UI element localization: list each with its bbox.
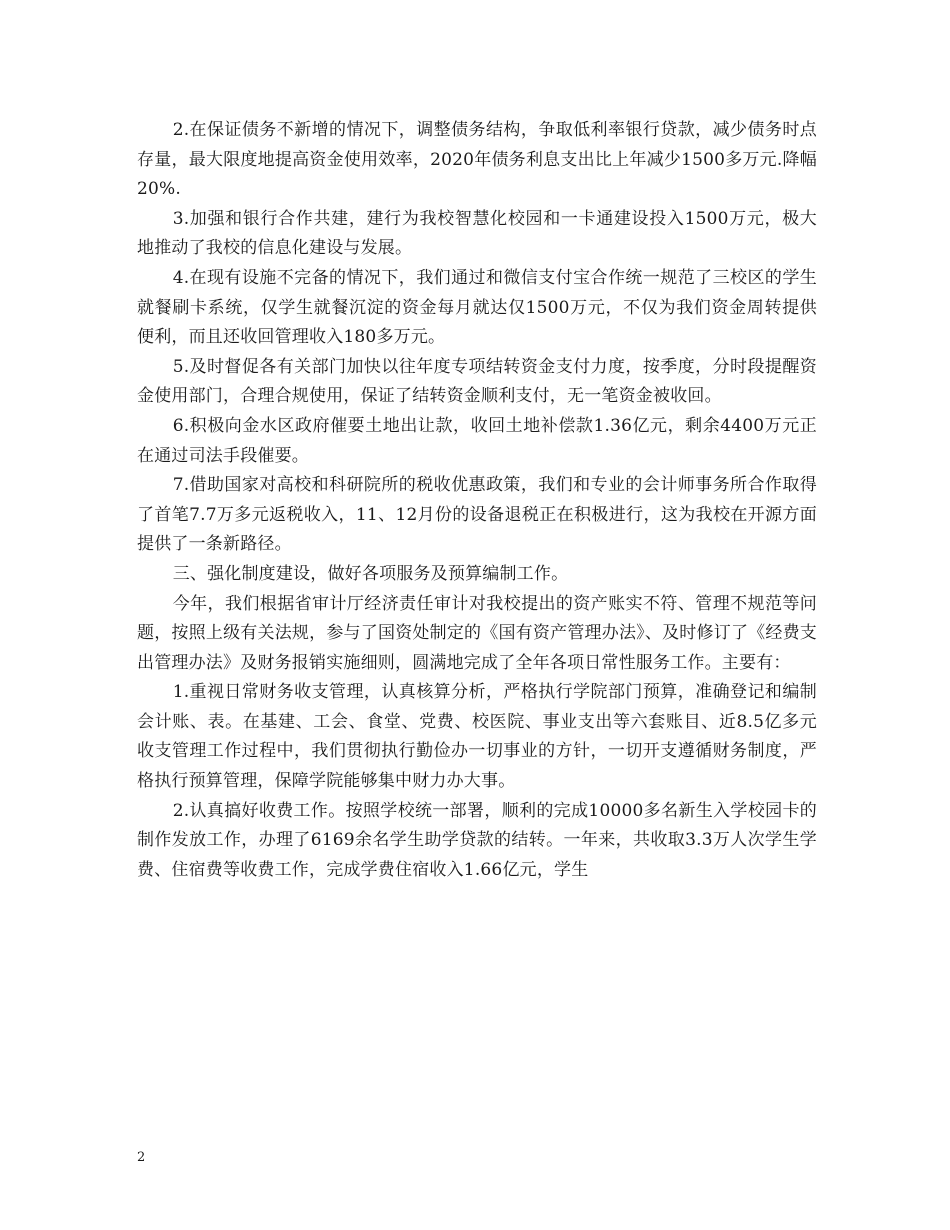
section-heading: 三、强化制度建设，做好各项服务及预算编制工作。	[172, 563, 569, 584]
paragraph-item-4: 4.在现有设施不完备的情况下，我们通过和微信支付宝合作统一规范了三校区的学生就餐刷卡系统，仅学生就餐沉淀的资金每月就达仅1500万元，不仅为我们资金周转提供便利，而且还收回管理收入180多万元。	[137, 267, 817, 348]
section-intro-paragraph: 今年，我们根据省审计厅经济责任审计对我校提出的资产账实不符、管理不规范等问题，按照上级有关法规，参与了国资处制定的《国有资产管理办法》、及时修订了《经费支出管理办法》及财务报销实施细则，圆满地完成了全年各项日常性服务工作。主要有：	[137, 593, 817, 673]
paragraph-item-7: 7.借助国家对高校和科研院所的税收优惠政策，我们和专业的会计师事务所合作取得了首笔7.7万多元返税收入，11、12月份的设备退税正在积极进行，这为我校在开源方面提供了一条新路径。	[137, 475, 817, 555]
service-item-2: 2.认真搞好收费工作。按照学校统一部署，顺利的完成10000多名新生入学校园卡的制作发放工作，办理了6169余名学生助学贷款的结转。一年来，共收取3.3万人次学生学费、住宿费等收费工作，完成学费住宿收入1.66亿元，学生	[137, 800, 817, 880]
paragraph-item-5: 5.及时督促各有关部门加快以往年度专项结转资金支付力度，按季度，分时段提醒资金使用部门，合理合规使用，保证了结转资金顺利支付，无一笔资金被收回。	[137, 356, 817, 407]
document-body	[137, 116, 817, 885]
paragraph-item-2: 2.在保证债务不新增的情况下，调整债务结构，争取低利率银行贷款，减少债务时点存量，最大限度地提高资金使用效率，2020年债务利息支出比上年减少1500多万元.降幅20%.	[137, 120, 817, 200]
paragraph-item-3: 3.加强和银行合作共建，建行为我校智慧化校园和一卡通建设投入1500万元，极大地推动了我校的信息化建设与发展。	[137, 208, 817, 259]
page-number: 2	[137, 1150, 146, 1165]
paragraph-item-6: 6.积极向金水区政府催要土地出让款，收回土地补偿款1.36亿元，剩余4400万元正在通过司法手段催要。	[137, 415, 817, 466]
service-item-1: 1.重视日常财务收支管理，认真核算分析，严格执行学院部门预算，准确登记和编制会计账、表。在基建、工会、食堂、党费、校医院、事业支出等六套账目、近8.5亿多元收支管理工作过程中，我们贯彻执行勤俭办一切事业的方针，一切开支遵循财务制度，严格执行预算管理，保障学院能够集中财力办大事。	[137, 682, 817, 792]
